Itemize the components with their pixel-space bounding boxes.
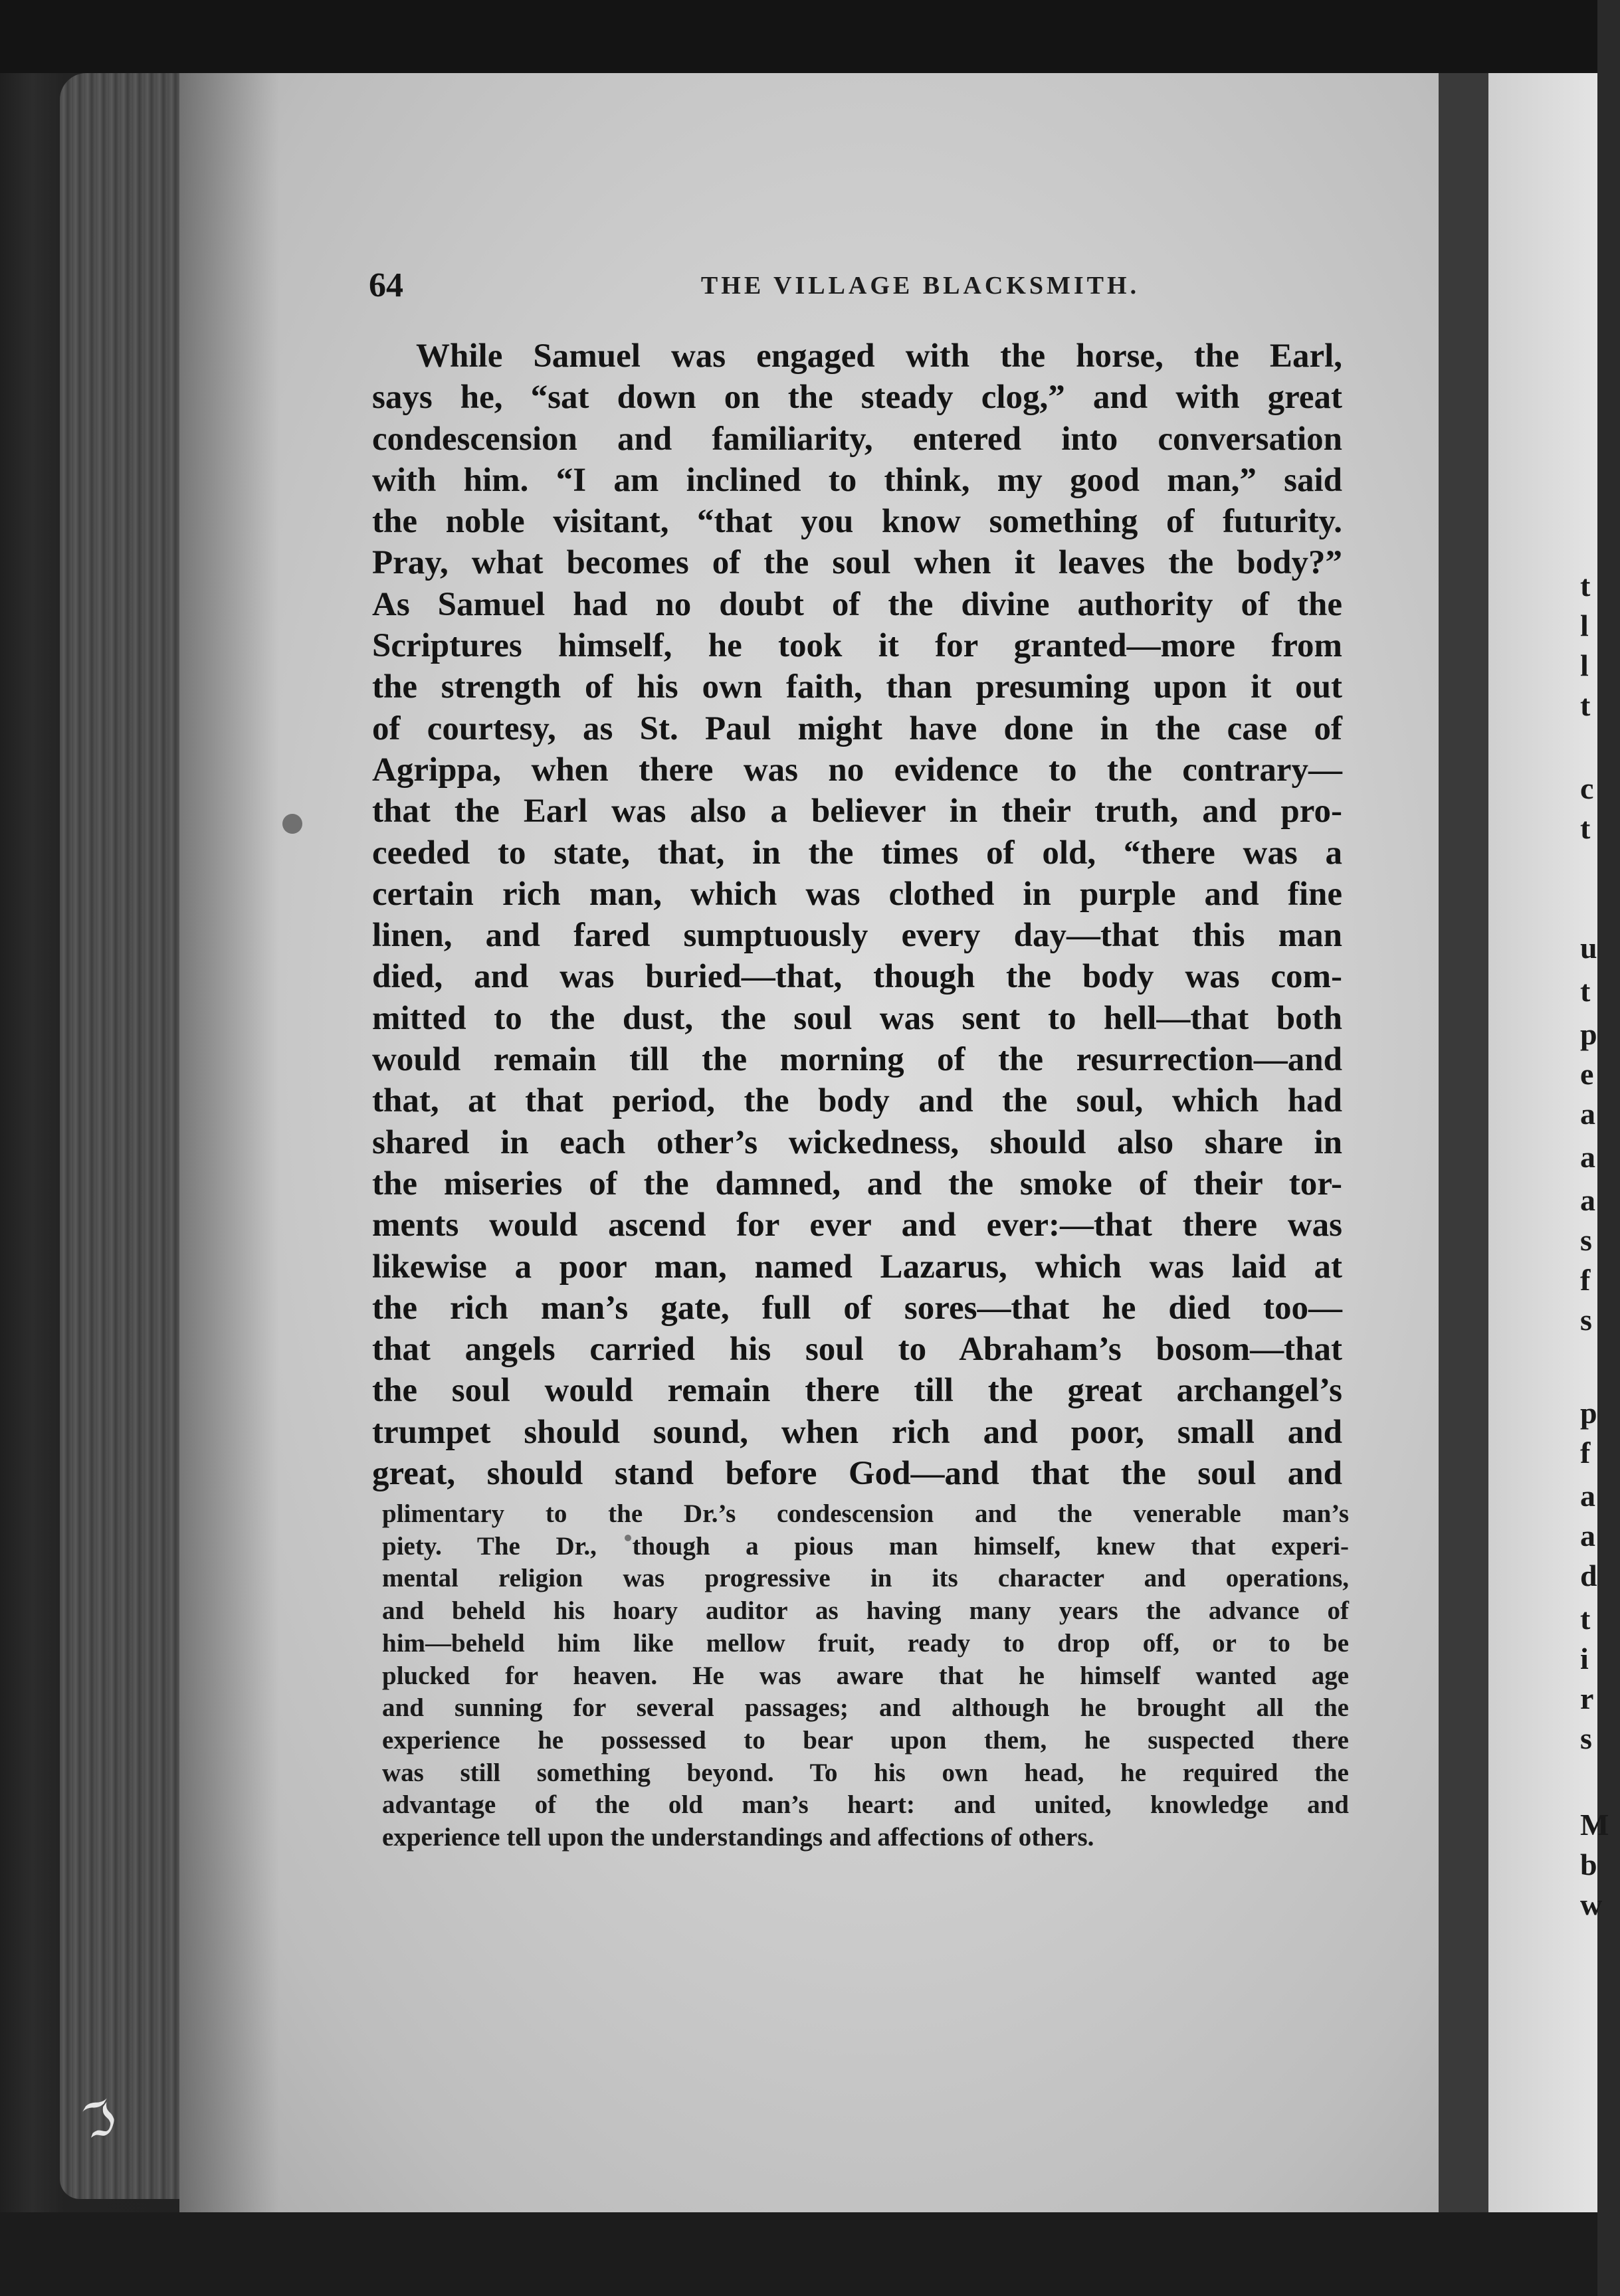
text-line: Scriptures himself, he took it for granted—more from: [372, 627, 1342, 665]
text-line: that angels carried his soul to Abraham’s bosom—that: [372, 1331, 1342, 1369]
text-line: mitted to the dust, the soul was sent to hell—that both: [372, 999, 1342, 1037]
facing-page-letter: a: [1580, 1519, 1595, 1553]
text-line: of courtesy, as St. Paul might have done in the case of: [372, 710, 1342, 747]
book-gutter: [1439, 73, 1488, 2226]
text-line: linen, and fared sumptuously every day—that this man: [372, 917, 1342, 955]
text-line: As Samuel had no doubt of the divine authority of the: [372, 585, 1342, 623]
text-line: says he, “sat down on the steady clog,” and with great: [372, 379, 1342, 417]
text-line: certain rich man, which was clothed in purple and fine: [372, 875, 1342, 913]
scanner-top-border: [0, 0, 1597, 73]
text-line: the soul would remain there till the great archangel’s: [372, 1372, 1342, 1410]
text-line: died, and was buried—that, though the body was com-: [372, 958, 1342, 996]
footnote-line: and beheld his hoary auditor as having many years the advance of: [382, 1596, 1349, 1626]
text-line: trumpet should sound, when rich and poor, small and: [372, 1413, 1342, 1451]
text-line: the noble visitant, “that you know something of futurity.: [372, 503, 1342, 541]
facing-page-letter: a: [1580, 1140, 1595, 1174]
facing-page-letter: a: [1580, 1097, 1595, 1131]
footnote-line: and sunning for several passages; and although he brought all the: [382, 1693, 1349, 1723]
facing-page-letter: t: [1580, 974, 1591, 1008]
page-shadow: [179, 73, 279, 2212]
facing-page-letter: r: [1580, 1681, 1594, 1715]
footnote-line: advantage of the old man’s heart: and united, knowledge and: [382, 1790, 1349, 1820]
page-header: [369, 266, 1352, 312]
text-line: that the Earl was also a believer in their truth, and pro-: [372, 793, 1342, 830]
text-line: Agrippa, when there was no evidence to the contrary—: [372, 751, 1342, 789]
handwritten-margin-mark: ℑ: [74, 2089, 124, 2151]
text-line: with him. “I am inclined to think, my good man,” said: [372, 461, 1342, 499]
facing-page-letter: d: [1580, 1559, 1597, 1592]
facing-page-letter: u: [1580, 931, 1597, 965]
facing-page-letter: t: [1580, 1602, 1591, 1636]
text-line: likewise a poor man, named Lazarus, which was laid at: [372, 1248, 1342, 1286]
text-line: Pray, what becomes of the soul when it leaves the body?”: [372, 544, 1342, 582]
main-paragraph: [372, 335, 1342, 1494]
page-number: 64: [369, 266, 403, 304]
footnote-line: plimentary to the Dr.’s condescension and the venerable man’s: [382, 1499, 1349, 1528]
facing-page-letter: e: [1580, 1057, 1594, 1091]
facing-page-letter: s: [1580, 1223, 1592, 1257]
text-line: the miseries of the damned, and the smoke of their tor-: [372, 1165, 1342, 1202]
text-line: the strength of his own faith, than presuming upon it out: [372, 668, 1342, 706]
facing-page-letter: p: [1580, 1396, 1597, 1430]
facing-page-letter: t: [1580, 688, 1591, 722]
facing-page-letter: b: [1580, 1848, 1597, 1881]
footnote-block: [382, 1498, 1349, 1854]
facing-page-letter: a: [1580, 1183, 1595, 1217]
text-line: great, should stand before God—and that the soul and: [372, 1455, 1342, 1493]
text-line: the rich man’s gate, full of sores—that he died too—: [372, 1289, 1342, 1327]
text-line: would remain till the morning of the resurrection—and: [372, 1041, 1342, 1079]
text-line: condescension and familiarity, entered into conversation: [372, 420, 1342, 458]
book-page-edges: [60, 73, 189, 2199]
facing-page-letter: a: [1580, 1479, 1595, 1513]
footnote-line: piety. The Dr., though a pious man himself, knew that experi-: [382, 1531, 1349, 1561]
facing-page-letter: i: [1580, 1642, 1589, 1675]
footnote-line: was still something beyond. To his own head, he required the: [382, 1758, 1349, 1787]
footnote-line: plucked for heaven. He was aware that he himself wanted age: [382, 1661, 1349, 1690]
facing-page-letter: w: [1580, 1887, 1603, 1921]
footnote-line: experience he possessed to bear upon them, he suspected there: [382, 1725, 1349, 1755]
facing-page-letter: l: [1580, 609, 1589, 642]
text-line: shared in each other’s wickedness, should also share in: [372, 1123, 1342, 1161]
text-line: While Samuel was engaged with the horse, the Earl,: [416, 337, 1342, 375]
facing-page-letter: f: [1580, 1436, 1591, 1470]
text-line: that, at that period, the body and the soul, which had: [372, 1082, 1342, 1120]
facing-page-letter: c: [1580, 771, 1594, 805]
footnote-line: mental religion was progressive in its character and operations,: [382, 1564, 1349, 1593]
running-head: THE VILLAGE BLACKSMITH.: [700, 272, 1140, 300]
facing-page-letter: M: [1580, 1808, 1609, 1842]
facing-page-letter: t: [1580, 569, 1591, 603]
facing-page-letter: s: [1580, 1303, 1592, 1337]
facing-page-letter: t: [1580, 811, 1591, 845]
footnote-line: experience tell upon the understandings and affections of others.: [382, 1823, 1094, 1852]
facing-page-letter: f: [1580, 1263, 1591, 1297]
footnote-line: him—beheld him like mellow fruit, ready to drop off, or to be: [382, 1628, 1349, 1658]
facing-page-letter: l: [1580, 648, 1589, 682]
facing-page-letter: p: [1580, 1017, 1597, 1051]
text-line: ments would ascend for ever and ever:—that there was: [372, 1206, 1342, 1244]
text-line: ceeded to state, that, in the times of old, “there was a: [372, 834, 1342, 872]
scanner-bottom-border: [0, 2212, 1597, 2296]
facing-page-letter: s: [1580, 1721, 1592, 1755]
ink-blot: [282, 814, 302, 834]
